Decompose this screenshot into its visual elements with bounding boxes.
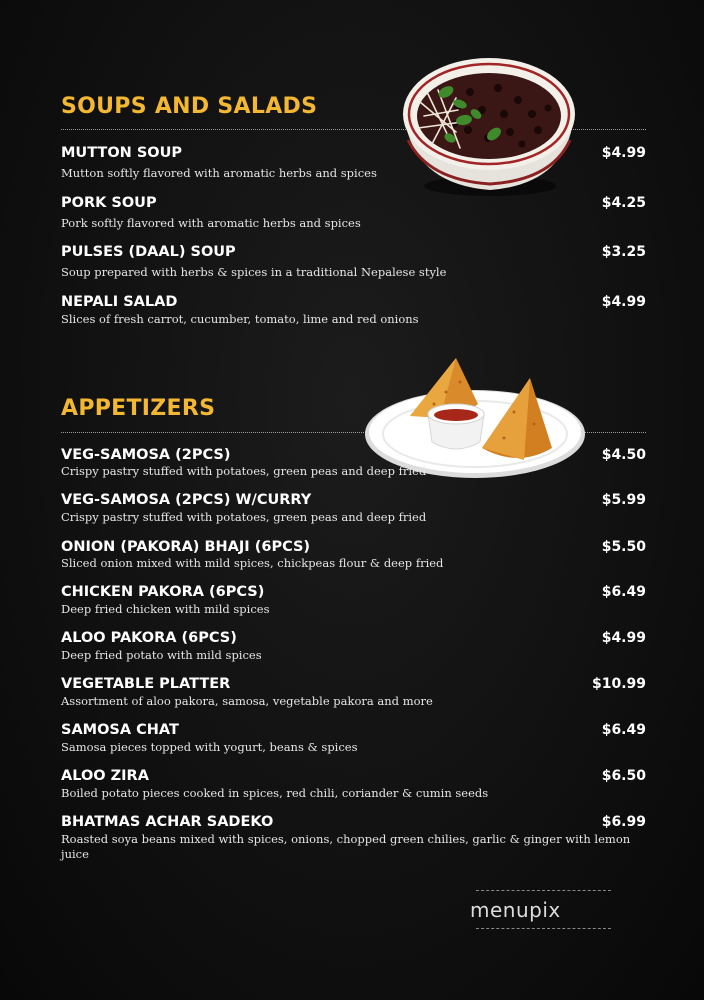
- watermark-line: [476, 928, 611, 929]
- item-price: $4.99: [601, 145, 646, 161]
- item-description: Soup prepared with herbs & spices in a traditional Nepalese style: [61, 265, 447, 279]
- item-name: PORK SOUP: [61, 195, 157, 211]
- menu-item: [61, 675, 646, 709]
- item-description: Pork softly flavored with aromatic herbs and spices: [61, 216, 361, 230]
- item-price: $4.50: [601, 447, 646, 463]
- item-description: Sliced onion mixed with mild spices, chickpeas flour & deep fried: [61, 556, 444, 570]
- item-name: VEG-SAMOSA (2PCS) W/CURRY: [61, 492, 312, 508]
- menu-item: [61, 629, 646, 663]
- item-description: Samosa pieces topped with yogurt, beans & spices: [61, 740, 358, 754]
- menu-item: [61, 583, 646, 617]
- soup-bowl-image: [398, 52, 578, 200]
- item-description: Roasted soya beans mixed with spices, onions, chopped green chilies, garlic & ginger with lemon juice: [61, 832, 631, 861]
- menu-item: [61, 721, 646, 755]
- menupix-watermark: menupix: [470, 898, 561, 922]
- menu-item: [61, 243, 646, 280]
- item-description: Crispy pastry stuffed with potatoes, green peas and deep fried: [61, 510, 427, 524]
- item-price: $4.99: [601, 630, 646, 646]
- section-title-appetizers: APPETIZERS: [61, 396, 216, 421]
- item-description: Deep fried potato with mild spices: [61, 648, 262, 662]
- item-name: ALOO PAKORA (6PCS): [61, 630, 237, 646]
- item-name: BHATMAS ACHAR SADEKO: [61, 814, 274, 830]
- item-name: PULSES (DAAL) SOUP: [61, 244, 236, 260]
- item-price: $6.49: [601, 722, 646, 738]
- item-name: CHICKEN PAKORA (6PCS): [61, 584, 265, 600]
- item-price: $4.25: [601, 195, 646, 211]
- item-price: $4.99: [601, 294, 646, 310]
- menu-item: [61, 491, 646, 525]
- menu-item: [61, 538, 646, 571]
- menu-item: [61, 767, 646, 801]
- item-description: Slices of fresh carrot, cucumber, tomato, lime and red onions: [61, 312, 419, 326]
- item-name: ALOO ZIRA: [61, 768, 149, 784]
- item-description: Deep fried chicken with mild spices: [61, 602, 270, 616]
- item-name: VEGETABLE PLATTER: [61, 676, 231, 692]
- item-price: $3.25: [601, 244, 646, 260]
- item-price: $6.49: [601, 584, 646, 600]
- item-price: $6.50: [601, 768, 646, 784]
- item-price: $6.99: [601, 814, 646, 830]
- item-name: NEPALI SALAD: [61, 294, 178, 310]
- item-name: VEG-SAMOSA (2PCS): [61, 447, 231, 463]
- item-name: SAMOSA CHAT: [61, 722, 179, 738]
- item-price: $5.99: [601, 492, 646, 508]
- item-description: Crispy pastry stuffed with potatoes, green peas and deep fried: [61, 464, 427, 478]
- item-description: Mutton softly flavored with aromatic herbs and spices: [61, 166, 377, 180]
- menu-item: [61, 446, 646, 479]
- item-description: Boiled potato pieces cooked in spices, red chili, coriander & cumin seeds: [61, 786, 489, 800]
- item-price: $5.50: [601, 539, 646, 555]
- item-price: $10.99: [591, 676, 646, 692]
- item-name: MUTTON SOUP: [61, 145, 182, 161]
- section-title-soups-salads: SOUPS AND SALADS: [61, 94, 318, 119]
- menu-item: [61, 813, 646, 862]
- item-name: ONION (PAKORA) BHAJI (6PCS): [61, 539, 311, 555]
- menu-item: [61, 293, 646, 327]
- watermark-line: [476, 890, 611, 891]
- item-description: Assortment of aloo pakora, samosa, vegetable pakora and more: [61, 694, 433, 708]
